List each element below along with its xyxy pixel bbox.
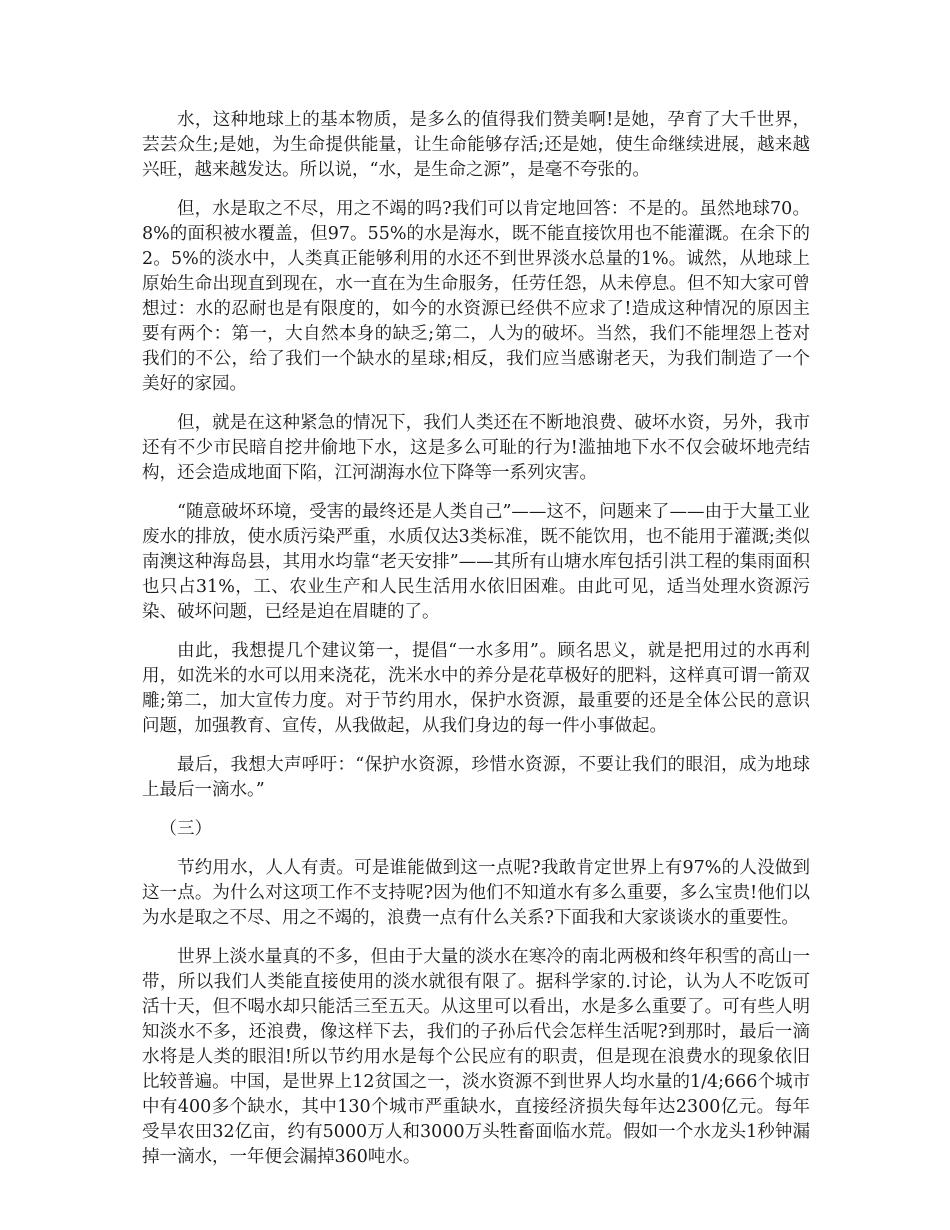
paragraph-5: 由此，我想提几个建议第一，提倡“一水多用”。顾名思义，就是把用过的水再利用，如洗米的水可以用来浇花，洗米水中的养分是花草极好的肥料，这样真可谓一箭双雕;第二，加大宣传力度。对于节约用水，保护水资源，最重要的还是全体公民的意识问题，加强教育、宣传，从我做起，从我们身边的每一件小事做起。 bbox=[142, 641, 810, 736]
document-page bbox=[142, 108, 810, 1184]
paragraph-6: 最后，我想大声呼吁：“保护水资源，珍惜水资源，不要让我们的眼泪，成为地球上最后一滴水。” bbox=[142, 755, 810, 800]
paragraph-1: 水，这种地球上的基本物质，是多么的值得我们赞美啊!是她，孕育了大千世界，芸芸众生;是她，为生命提供能量，让生命能够存活;还是她，使生命继续进展，越来越兴旺，越来越发达。所以说，“水，是生命之源”，是毫不夸张的。 bbox=[142, 110, 810, 180]
section-label: （三） bbox=[159, 819, 212, 839]
paragraph-2: 但，水是取之不尽，用之不竭的吗?我们可以肯定地回答：不是的。虽然地球70。8%的面积被水覆盖，但97。55%的水是海水，既不能直接饮用也不能灌溉。在余下的2。5%的淡水中，人类真正能够利用的水还不到世界淡水总量的1%。诚然，从地球上原始生命出现直到现在，水一直在为生命服务，任劳任怨，从未停息。但不知大家可曾想过：水的忍耐也是有限度的，如今的水资源已经供不应求了!造成这种情况的原因主要有两个：第一，大自然本身的缺乏;第二，人为的破坏。当然，我们不能埋怨上苍对我们的不公，给了我们一个缺水的星球;相反，我们应当感谢老天，为我们制造了一个美好的家园。 bbox=[142, 199, 810, 394]
paragraph-3: 但，就是在这种紧急的情况下，我们人类还在不断地浪费、破坏水资，另外，我市还有不少市民暗自挖井偷地下水，这是多么可耻的行为!滥抽地下水不仅会破坏地壳结构，还会造成地面下陷，江河湖海水位下降等一系列灾害。 bbox=[142, 413, 810, 483]
paragraph-8: 世界上淡水量真的不多，但由于大量的淡水在寒冷的南北两极和终年积雪的高山一带，所以我们人类能直接使用的淡水就很有限了。据科学家的.讨论，认为人不吃饭可活十天，但不喝水却只能活三至五天。从这里可以看出，水是多么重要了。可有些人明知淡水不多，还浪费，像这样下去，我们的子孙后代会怎样生活呢?到那时，最后一滴水将是人类的眼泪!所以节约用水是每个公民应有的职责，但是现在浪费水的现象依旧比较普遍。中国，是世界上12贫国之一，淡水资源不到世界人均水量的1/4;666个城市中有400多个缺水，其中130个城市严重缺水，直接经济损失每年达2300亿元。每年受旱农田32亿亩，约有5000万人和3000万头牲畜面临水荒。假如一个水龙头1秒钟漏掉一滴水，一年便会漏掉360吨水。 bbox=[142, 947, 810, 1167]
paragraph-7: 节约用水，人人有责。可是谁能做到这一点呢?我敢肯定世界上有97%的人没做到这一点。为什么对这项工作不支持呢?因为他们不知道水有多么重要，多么宝贵!他们以为水是取之不尽、用之不竭的，浪费一点有什么关系?下面我和大家谈谈水的重要性。 bbox=[142, 858, 810, 928]
paragraph-4: “随意破坏环境，受害的最终还是人类自己”——这不，问题来了——由于大量工业废水的排放，使水质污染严重，水质仅达3类标准，既不能饮用，也不能用于灌溉;类似南澳这种海岛县，其用水均靠“老天安排”——其所有山塘水库包括引洪工程的集雨面积也只占31%，工、农业生产和人民生活用水依旧困难。由此可见，适当处理水资源污染、破坏问题，已经是迫在眉睫的了。 bbox=[142, 502, 810, 622]
